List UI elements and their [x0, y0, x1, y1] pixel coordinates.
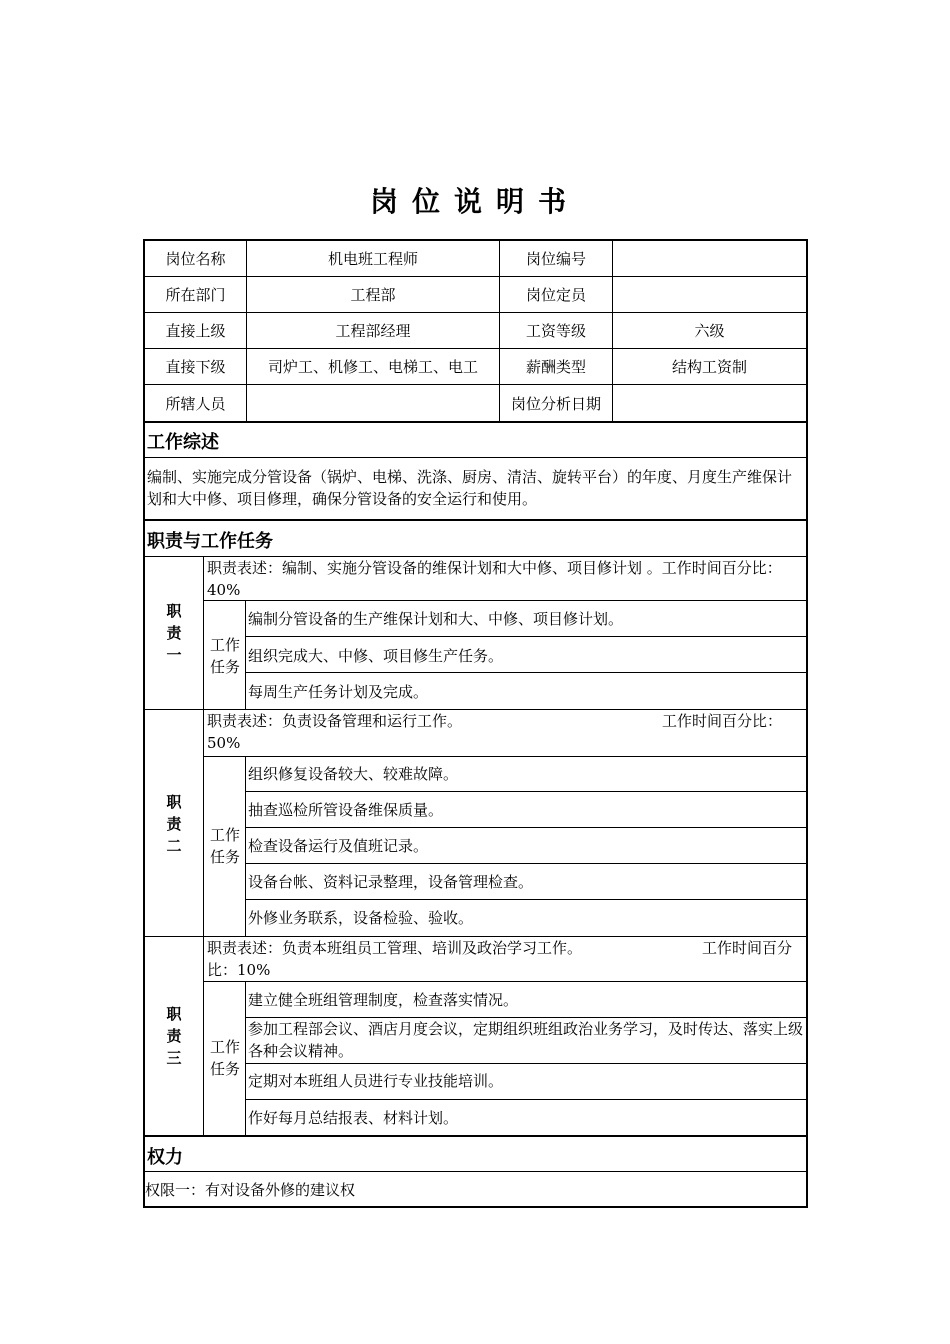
duty2-task-5: 外修业务联系，设备检验、验收。 [248, 909, 474, 927]
value-staff [247, 385, 499, 421]
label-supervisor: 直接上级 [165, 322, 226, 340]
power-heading: 权力 [147, 1147, 183, 1168]
label-salary-grade: 工资等级 [525, 322, 586, 340]
value-pay-type: 结构工资制 [671, 358, 747, 376]
duty3-time-percent: 比：10% [207, 961, 271, 979]
duty1-task-2: 组织完成大、中修、项目修生产任务。 [248, 647, 504, 665]
value-position-name: 机电班工程师 [327, 250, 418, 268]
value-headcount [613, 277, 806, 312]
duty2-task-1: 组织修复设备较大、较难故障。 [248, 765, 459, 783]
label-position-code: 岗位编号 [525, 250, 586, 268]
label-department: 所在部门 [165, 286, 226, 304]
summary-text: 编制、实施完成分管设备（锅炉、电梯、洗涤、厨房、清洁、旋转平台）的年度、月度生产维保计划和大中修、项目修理，确保分管设备的安全运行和使用。 [147, 468, 793, 508]
duty2-task-4: 设备台帐、资料记录整理，设备管理检查。 [248, 873, 534, 891]
duty2-label: 职责二 [166, 793, 182, 855]
duty3-label: 职责三 [166, 1005, 182, 1067]
summary-heading: 工作综述 [147, 432, 219, 453]
page-title: 岗位说明书 [369, 185, 580, 218]
duty3-task-3: 定期对本班组人员进行专业技能培训。 [248, 1072, 504, 1090]
label-subordinates: 直接下级 [165, 358, 226, 376]
duty3-description: 职责表述：负责本班组员工管理、培训及政治学习工作。 [207, 939, 583, 957]
duty1-description: 职责表述：编制、实施分管设备的维保计划和大中修、项目修计划 。工作时间百分比：40% [207, 559, 782, 599]
duty3-task-2: 参加工程部会议、酒店月度会议，定期组织班组政治业务学习，及时传达、落实上级各种会议精神。 [248, 1020, 804, 1060]
duty3-time-label: 工作时间百分 [702, 939, 793, 957]
duty2-description: 职责表述：负责设备管理和运行工作。 [207, 712, 463, 730]
value-supervisor: 工程部经理 [335, 322, 411, 340]
duty3-task-label: 工作任务 [209, 1038, 240, 1078]
duty2-task-3: 检查设备运行及值班记录。 [248, 837, 429, 855]
value-analysis-date [613, 385, 806, 421]
label-pay-type: 薪酬类型 [525, 358, 586, 376]
label-position-name: 岗位名称 [165, 250, 226, 268]
label-headcount: 岗位定员 [525, 286, 586, 304]
duty1-task-1: 编制分管设备的生产维保计划和大、中修、项目修计划。 [248, 610, 624, 628]
duty1-task-3: 每周生产任务计划及完成。 [248, 683, 429, 701]
duty1-task-label: 工作任务 [209, 636, 240, 676]
value-position-code [613, 241, 806, 276]
duty2-time-percent: 50% [207, 734, 241, 752]
label-staff: 所辖人员 [165, 394, 226, 413]
duties-heading: 职责与工作任务 [147, 531, 273, 552]
duty3-task-1: 建立健全班组管理制度，检查落实情况。 [248, 991, 519, 1009]
duty1-label: 职责一 [166, 602, 182, 664]
value-salary-grade: 六级 [694, 322, 725, 340]
duty2-task-2: 抽查巡检所管设备维保质量。 [248, 801, 444, 819]
duty2-time-label: 工作时间百分比： [662, 712, 783, 730]
power-text: 权限一：有对设备外修的建议权 [145, 1181, 356, 1199]
label-analysis-date: 岗位分析日期 [510, 394, 601, 413]
duty2-task-label: 工作任务 [209, 826, 240, 866]
duty3-task-4: 作好每月总结报表、材料计划。 [248, 1109, 459, 1127]
value-subordinates: 司炉工、机修工、电梯工、电工 [267, 358, 478, 376]
value-department: 工程部 [350, 286, 396, 304]
